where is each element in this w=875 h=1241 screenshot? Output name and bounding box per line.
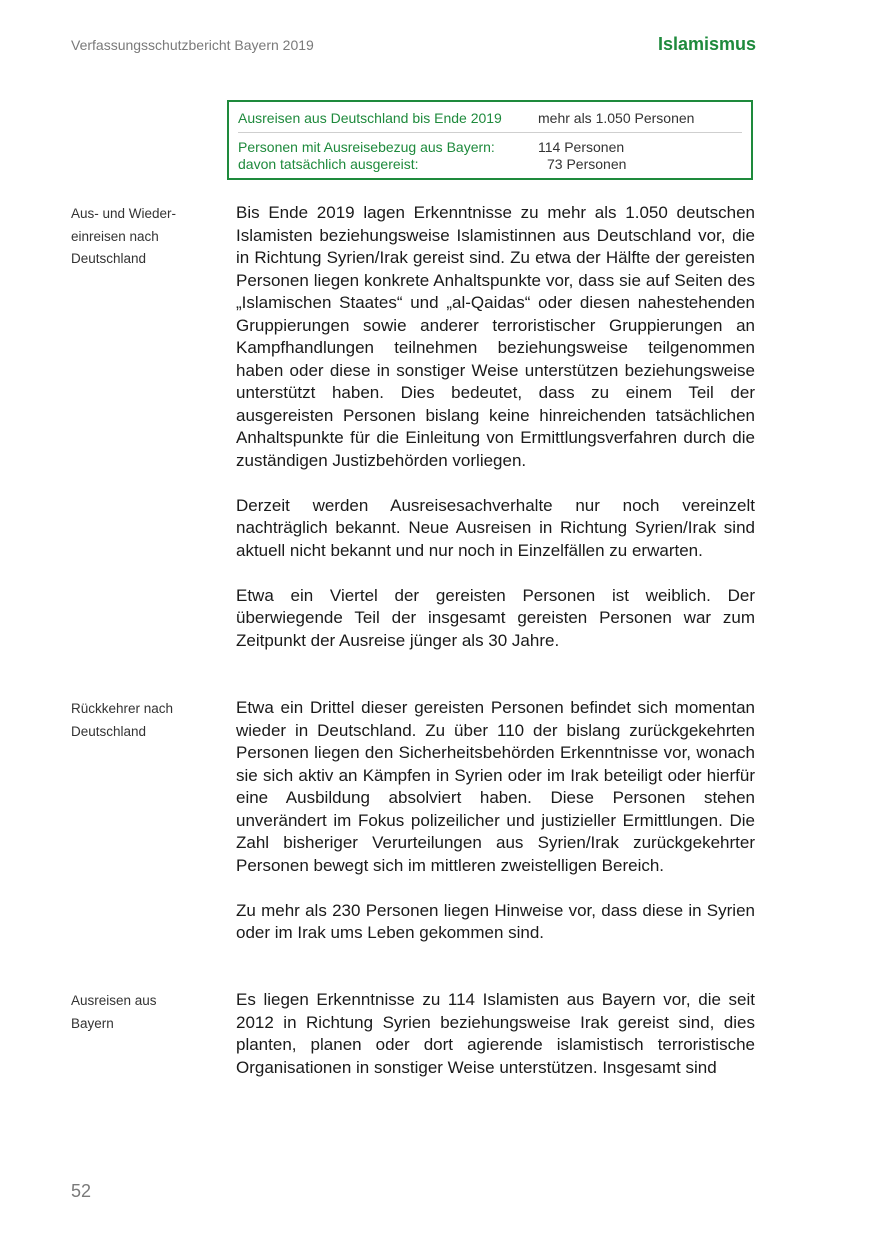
paragraph: Etwa ein Drittel dieser gereisten Personen befindet sich momentan wieder in Deutschland. Zu über 110 der bislang zurückgekehrten Personen liegen den Sicherheitsbehörden Erkenntnisse vor, wonach sie sich aktiv an Kämpfen in Syrien oder im Irak beteiligt oder hierfür eine Ausbildung absolviert haben. Diese Personen stehen unverändert im Fokus polizeilicher und justizieller Ermittlungen. Die Zahl bisheriger Verurteilungen aus Syrien/Irak zurückgekehrter Personen bewegt sich im mittleren zweistelligen Bereich. bbox=[236, 698, 755, 875]
paragraph: Zu mehr als 230 Personen liegen Hinweise vor, dass diese in Syrien oder im Irak ums Leben gekommen sind. bbox=[236, 900, 755, 942]
info-value-bavaria bbox=[538, 139, 626, 173]
sidenote-line: Bayern bbox=[71, 1015, 114, 1031]
sidenote-returnees bbox=[71, 698, 211, 743]
report-title: Verfassungsschutzbericht Bayern 2019 bbox=[71, 37, 314, 53]
paragraph: Etwa ein Viertel der gereisten Personen ist weiblich. Der überwiegende Teil der insgesamt gereisten Personen war zum Zeitpunkt der Ausreise jünger als 30 Jahre. bbox=[236, 585, 755, 650]
sidenote-line: Deutschland bbox=[71, 251, 147, 266]
info-row-germany bbox=[238, 110, 742, 133]
paragraph: Derzeit werden Ausreisesachverhalte nur noch vereinzelt nachträglich bekannt. Neue Ausreisen in Richtung Syrien/Irak sind aktuell nicht bekannt und nur noch in Einzelfällen zu erwarten. bbox=[236, 495, 755, 560]
info-label-bavaria-line2: davon tatsächlich ausgereist: bbox=[238, 156, 419, 172]
info-label-germany: Ausreisen aus Deutschland bis Ende 2019 bbox=[238, 110, 502, 126]
info-value-germany: mehr als 1.050 Personen bbox=[538, 110, 695, 126]
body-section-bavaria bbox=[236, 989, 755, 1102]
info-value-bavaria-line1: 114 Personen bbox=[538, 139, 625, 155]
info-row-bavaria bbox=[238, 139, 742, 173]
sidenote-line: Ausreisen aus bbox=[71, 993, 157, 1008]
sidenote-line: Aus- und Wieder- bbox=[71, 206, 177, 221]
sidenote-line: Rückkehrer nach bbox=[71, 701, 174, 716]
sidenote-departures-bavaria bbox=[71, 990, 211, 1035]
sidenote-line: einreisen nach bbox=[71, 228, 159, 244]
sidenote-line: Deutschland bbox=[71, 723, 147, 739]
info-value-bavaria-line2: 73 Personen bbox=[547, 156, 627, 172]
body-section-returnees bbox=[236, 697, 755, 967]
paragraph: Es liegen Erkenntnisse zu 114 Islamisten aus Bayern vor, die seit 2012 in Richtung Syrien beziehungsweise Irak gereist sind, dies planten, planen oder dort agierende islamistisch terroristische Organisationen in sonstiger Weise unterstützen. Insgesamt sind bbox=[236, 990, 755, 1077]
sidenote-departures-germany bbox=[71, 203, 211, 271]
page-number: 52 bbox=[71, 1181, 92, 1201]
section-title: Islamismus bbox=[657, 34, 756, 54]
info-box bbox=[227, 100, 753, 180]
body-section-germany bbox=[236, 202, 755, 675]
info-label-bavaria bbox=[238, 139, 538, 173]
paragraph: Bis Ende 2019 lagen Erkenntnisse zu mehr als 1.050 deutschen Islamisten beziehungsweise Islamistinnen aus Deutschland vor, die in Richtung Syrien/Irak gereist sind. Zu etwa der Hälfte der gereisten Personen liegen konkrete Anhaltspunkte vor, dass sie auf Seiten des „Islamischen Staates“ und „al-Qaidas“ oder diesen nahestehenden Gruppierungen sowie anderer terroristischer Gruppierungen an Kampfhandlungen teilnehmen beziehungsweise teilgenommen haben oder diese in sonstiger Weise unterstützen beziehungsweise unterstützt haben. Dies bedeutet, dass zu einem Teil der ausgereisten Personen bislang keine hinreichenden tatsächlichen Anhaltspunkte für die Einleitung von Ermittlungsverfahren durch die zuständigen Justizbehörden vorliegen. bbox=[236, 203, 755, 470]
info-label-bavaria-line1: Personen mit Ausreisebezug aus Bayern: bbox=[238, 139, 495, 155]
